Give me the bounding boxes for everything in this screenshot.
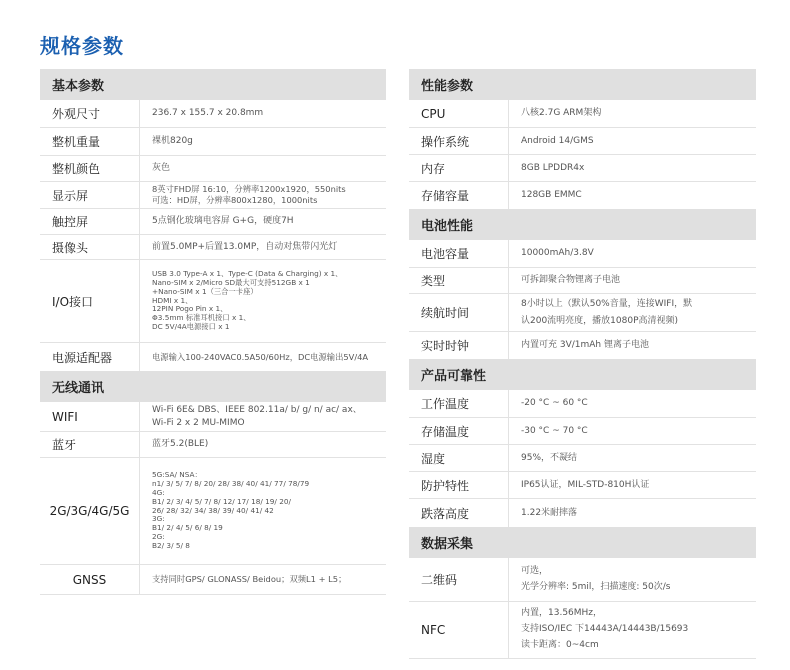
spec-value: 可拆卸聚合物锂离子电池 — [521, 275, 621, 286]
spec-label: I/O接口 — [40, 260, 140, 342]
spec-value: -20 °C ~ 60 °C — [521, 398, 588, 409]
spec-value: 8小时以上（默认50%音量，连接WIFI，默 认200流明亮度，播放1080P高清视频) — [521, 299, 693, 326]
spec-label: 外观尺寸 — [40, 100, 140, 127]
spec-label: 实时时钟 — [409, 332, 509, 359]
spec-row-memory — [409, 155, 756, 182]
spec-value: 裸机820g — [152, 136, 193, 147]
spec-value: -30 °C ~ 70 °C — [521, 425, 588, 436]
spec-value: 95%，不凝结 — [521, 452, 578, 463]
spec-row-battery-type — [409, 268, 756, 294]
section-header-performance: 性能参数 — [409, 69, 756, 100]
spec-value: 可选， 光学分辨率: 5mil，扫描速度: 50次/s — [521, 565, 671, 592]
spec-row-weight — [40, 128, 386, 156]
spec-row-barcode — [409, 558, 756, 602]
spec-label: 整机重量 — [40, 128, 140, 155]
spec-value: 八核2.7G ARM架构 — [521, 108, 602, 119]
spec-row-display — [40, 182, 386, 209]
spec-value: 前置5.0MP+后置13.0MP，自动对焦带闪光灯 — [152, 241, 338, 252]
spec-label: 防护特性 — [409, 472, 509, 498]
spec-label: 触控屏 — [40, 209, 140, 234]
spec-row-adapter — [40, 343, 386, 371]
spec-row-rtc — [409, 332, 756, 359]
spec-value: 1.22米耐摔落 — [521, 507, 578, 518]
spec-row-os — [409, 128, 756, 155]
spec-value: Wi-Fi 6E& DBS、IEEE 802.11a/ b/ g/ n/ ac/ ax、 Wi-Fi 2 x 2 MU-MIMO — [152, 405, 362, 428]
spec-row-io — [40, 260, 386, 343]
spec-label: 类型 — [409, 268, 509, 293]
spec-label: 显示屏 — [40, 182, 140, 208]
section-header-battery: 电池性能 — [409, 209, 756, 240]
spec-row-bluetooth — [40, 432, 386, 458]
spec-label: 电源适配器 — [40, 343, 140, 371]
spec-value: 5点钢化玻璃电容屏 G+G，硬度7H — [152, 216, 294, 227]
spec-value: 支持同时GPS/ GLONASS/ Beidou；双频L1 + L5； — [152, 574, 347, 585]
spec-label: 电池容量 — [409, 240, 509, 267]
spec-label: 操作系统 — [409, 128, 509, 154]
spec-label: WIFI — [40, 402, 140, 431]
section-header-basic: 基本参数 — [40, 69, 386, 100]
spec-label: 二维码 — [409, 558, 509, 601]
spec-value: 灰色 — [152, 163, 171, 174]
spec-row-color — [40, 156, 386, 182]
spec-value: 5G:SA/ NSA： n1/ 3/ 5/ 7/ 8/ 20/ 28/ 38/ 40/ 41/ 77/ 78/79 4G: B1/ 2/ 3/ 4/ 5/ 7/ 8/ 12/ 17/ 18/ 19/ 20/ 26/ 28/ 32/ 34/ 38/ 39/ 40/ 41/ 42 3G: B1/ 2/ 4/ 5/ 6/ 8/ 19 2G: B2/ 3/ 5/ 8 — [152, 469, 310, 551]
section-header-wireless: 无线通讯 — [40, 371, 386, 402]
spec-label: CPU — [409, 100, 509, 127]
spec-row-cellular — [40, 458, 386, 565]
spec-value: 128GB EMMC — [521, 190, 582, 201]
spec-label: 跌落高度 — [409, 499, 509, 527]
spec-label: 存储容量 — [409, 182, 509, 209]
spec-value: USB 3.0 Type-A x 1、Type-C (Data & Charging) x 1、 Nano-SIM x 2/Micro SD最大可支持512GB x 1 +Nano-SIM x 1（三合一卡座） HDMI x 1、 12PIN Pogo Pin x 1、 Φ3.5mm 标准耳机接口 x 1、 DC 5V/4A电源接口 x 1 — [152, 268, 343, 332]
spec-row-cpu — [409, 100, 756, 128]
spec-row-protection — [409, 472, 756, 499]
spec-value: 内置，13.56MHz， 支持ISO/IEC 下14443A/14443B/15693 读卡距离：0~4cm — [521, 608, 689, 650]
spec-value: 236.7 x 155.7 x 20.8mm — [152, 108, 264, 119]
spec-row-camera — [40, 235, 386, 260]
spec-value: 8英寸FHD屏 16:10，分辨率1200x1920，550nits 可选：HD屏，分辨率800x1280，1000nits — [152, 184, 346, 205]
spec-row-storage-temp — [409, 418, 756, 445]
spec-label: 存储温度 — [409, 418, 509, 444]
spec-value: 10000mAh/3.8V — [521, 248, 594, 259]
spec-row-storage — [409, 182, 756, 209]
spec-value: IP65认证，MIL-STD-810H认证 — [521, 479, 650, 490]
spec-label: 整机颜色 — [40, 156, 140, 181]
spec-label: 2G/3G/4G/5G — [40, 458, 140, 564]
spec-label: 摄像头 — [40, 235, 140, 259]
spec-label: NFC — [409, 602, 509, 658]
spec-row-operating-temp — [409, 390, 756, 418]
spec-label: 蓝牙 — [40, 432, 140, 457]
spec-row-wifi — [40, 402, 386, 432]
spec-label: 内存 — [409, 155, 509, 181]
spec-label: 工作温度 — [409, 390, 509, 417]
spec-row-battery-life — [409, 294, 756, 332]
spec-label: 续航时间 — [409, 294, 509, 331]
spec-value: 8GB LPDDR4x — [521, 162, 585, 173]
section-header-reliability: 产品可靠性 — [409, 359, 756, 390]
right-spec-table — [409, 69, 756, 659]
spec-row-gnss — [40, 565, 386, 595]
spec-value: 电源输入100-240VAC0.5A50/60Hz，DC电源输出5V/4A — [152, 351, 369, 362]
spec-row-dimensions — [40, 100, 386, 128]
spec-value: Android 14/GMS — [521, 135, 594, 146]
spec-value: 蓝牙5.2(BLE) — [152, 439, 209, 450]
spec-label: GNSS — [40, 565, 140, 594]
spec-row-humidity — [409, 445, 756, 472]
left-spec-table — [40, 69, 386, 595]
page-title: 规格参数 — [40, 34, 124, 58]
spec-row-drop-height — [409, 499, 756, 527]
spec-label: 湿度 — [409, 445, 509, 471]
section-header-data-capture: 数据采集 — [409, 527, 756, 558]
spec-row-touch — [40, 209, 386, 235]
spec-row-nfc — [409, 602, 756, 659]
spec-value: 内置可充 3V/1mAh 锂离子电池 — [521, 340, 649, 351]
spec-row-battery-capacity — [409, 240, 756, 268]
